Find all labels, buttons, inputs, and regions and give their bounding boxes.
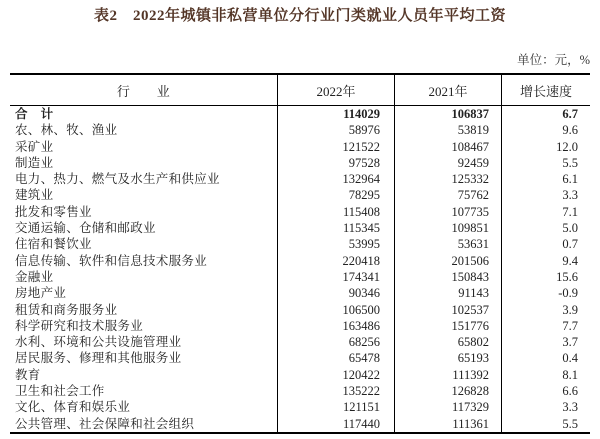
table-row: [10, 416, 590, 432]
value-2022-cell: 120422: [278, 367, 395, 383]
industry-cell: 居民服务、修理和其他服务业: [10, 350, 278, 366]
growth-rate-cell: 6.7: [562, 107, 578, 121]
value-2022-cell: 121522: [278, 139, 395, 155]
growth-rate-cell: 9.4: [562, 253, 578, 268]
table-row: [10, 399, 590, 415]
growth-rate-cell: 0.4: [562, 351, 578, 366]
growth-rate-cell: 3.9: [562, 302, 578, 317]
value-2022-cell: 53995: [278, 236, 395, 252]
table-row: [10, 122, 590, 138]
value-2021-cell: 92459: [395, 155, 502, 171]
growth-rate-cell: 3.7: [562, 335, 578, 350]
table-row: [10, 106, 590, 122]
industry-cell: 水利、环境和公共设施管理业: [10, 334, 278, 350]
table-row: [10, 350, 590, 366]
table-row: [10, 367, 590, 383]
value-2021-cell: 107735: [395, 204, 502, 220]
industry-cell: 采矿业: [10, 139, 278, 155]
value-2022-cell: 114029: [278, 106, 395, 122]
table-row: [10, 155, 590, 171]
growth-rate-cell: 7.7: [562, 318, 578, 333]
growth-rate-cell: 7.1: [562, 204, 578, 219]
value-2022-cell: 174341: [278, 269, 395, 285]
table-title: 表2 2022年城镇非私营单位分行业门类就业人员年平均工资: [93, 8, 506, 24]
value-2021-cell: 150843: [395, 269, 502, 285]
value-2022-cell: 115408: [278, 204, 395, 220]
value-2022-cell: 97528: [278, 155, 395, 171]
table-row: [10, 220, 590, 236]
value-2022-cell: 121151: [278, 399, 395, 415]
table-row: [10, 171, 590, 187]
value-2021-cell: 53819: [395, 122, 502, 138]
value-2021-cell: 111392: [395, 367, 502, 383]
header-growth: 增长速度: [519, 83, 572, 99]
value-2022-cell: 117440: [278, 416, 395, 432]
value-2021-cell: 102537: [395, 302, 502, 318]
growth-rate-cell: 8.1: [562, 367, 578, 382]
table-row: [10, 383, 590, 399]
industry-cell: 合 计: [10, 106, 278, 122]
value-2022-cell: 65478: [278, 350, 395, 366]
value-2021-cell: 106837: [395, 106, 502, 122]
table-row: [10, 253, 590, 269]
growth-rate-cell: 6.1: [562, 172, 578, 187]
table-row: [10, 269, 590, 285]
industry-cell: 租赁和商务服务业: [10, 302, 278, 318]
value-2022-cell: 115345: [278, 220, 395, 236]
growth-rate-cell: 9.6: [562, 123, 578, 138]
industry-cell: 电力、热力、燃气及水生产和供应业: [10, 171, 278, 187]
industry-cell: 制造业: [10, 155, 278, 171]
industry-cell: 批发和零售业: [10, 204, 278, 220]
growth-rate-cell: 5.5: [562, 155, 578, 170]
value-2021-cell: 111361: [395, 416, 502, 432]
value-2021-cell: 65193: [395, 350, 502, 366]
industry-cell: 农、林、牧、渔业: [10, 122, 278, 138]
growth-rate-cell: 15.6: [556, 269, 578, 284]
value-2021-cell: 109851: [395, 220, 502, 236]
table-row: [10, 302, 590, 318]
industry-cell: 科学研究和技术服务业: [10, 318, 278, 334]
growth-rate-cell: 0.7: [562, 237, 578, 252]
industry-cell: 金融业: [10, 269, 278, 285]
industry-cell: 教育: [10, 367, 278, 383]
value-2022-cell: 58976: [278, 122, 395, 138]
value-2021-cell: 151776: [395, 318, 502, 334]
table-body: [10, 106, 590, 432]
growth-rate-cell: 12.0: [556, 139, 578, 154]
value-2021-cell: 108467: [395, 139, 502, 155]
value-2021-cell: 201506: [395, 253, 502, 269]
header-industry: 行 业: [10, 75, 278, 105]
value-2022-cell: 90346: [278, 285, 395, 301]
header-2022: 2022年: [278, 75, 395, 105]
value-2022-cell: 106500: [278, 302, 395, 318]
value-2022-cell: 163486: [278, 318, 395, 334]
growth-rate-cell: 3.3: [562, 400, 578, 415]
value-2022-cell: 78295: [278, 187, 395, 203]
industry-cell: 住宿和餐饮业: [10, 236, 278, 252]
value-2022-cell: 220418: [278, 253, 395, 269]
table-row: [10, 187, 590, 203]
value-2021-cell: 91143: [395, 285, 502, 301]
table-row: [10, 204, 590, 220]
value-2022-cell: 135222: [278, 383, 395, 399]
industry-cell: 卫生和社会工作: [10, 383, 278, 399]
growth-rate-cell: 6.6: [562, 384, 578, 399]
industry-cell: 文化、体育和娱乐业: [10, 399, 278, 415]
table-row: [10, 139, 590, 155]
table-row: [10, 236, 590, 252]
header-2021: 2021年: [395, 75, 502, 105]
table-row: [10, 334, 590, 350]
industry-cell: 交通运输、仓储和邮政业: [10, 220, 278, 236]
table-row: [10, 318, 590, 334]
value-2021-cell: 125332: [395, 171, 502, 187]
industry-cell: 公共管理、社会保障和社会组织: [10, 416, 278, 432]
unit-note: 单位：元，%: [517, 53, 590, 67]
value-2021-cell: 75762: [395, 187, 502, 203]
industry-cell: 建筑业: [10, 187, 278, 203]
growth-rate-cell: 3.3: [562, 188, 578, 203]
value-2022-cell: 68256: [278, 334, 395, 350]
growth-rate-cell: 5.0: [562, 221, 578, 236]
table-header-row: [10, 75, 590, 106]
industry-cell: 信息传输、软件和信息技术服务业: [10, 253, 278, 269]
table-row: [10, 285, 590, 301]
value-2021-cell: 65802: [395, 334, 502, 350]
growth-rate-cell: 5.5: [562, 416, 578, 431]
wage-table: [10, 73, 590, 434]
value-2021-cell: 117329: [395, 399, 502, 415]
value-2021-cell: 53631: [395, 236, 502, 252]
industry-cell: 房地产业: [10, 285, 278, 301]
value-2022-cell: 132964: [278, 171, 395, 187]
growth-rate-cell: -0.9: [558, 286, 578, 301]
value-2021-cell: 126828: [395, 383, 502, 399]
